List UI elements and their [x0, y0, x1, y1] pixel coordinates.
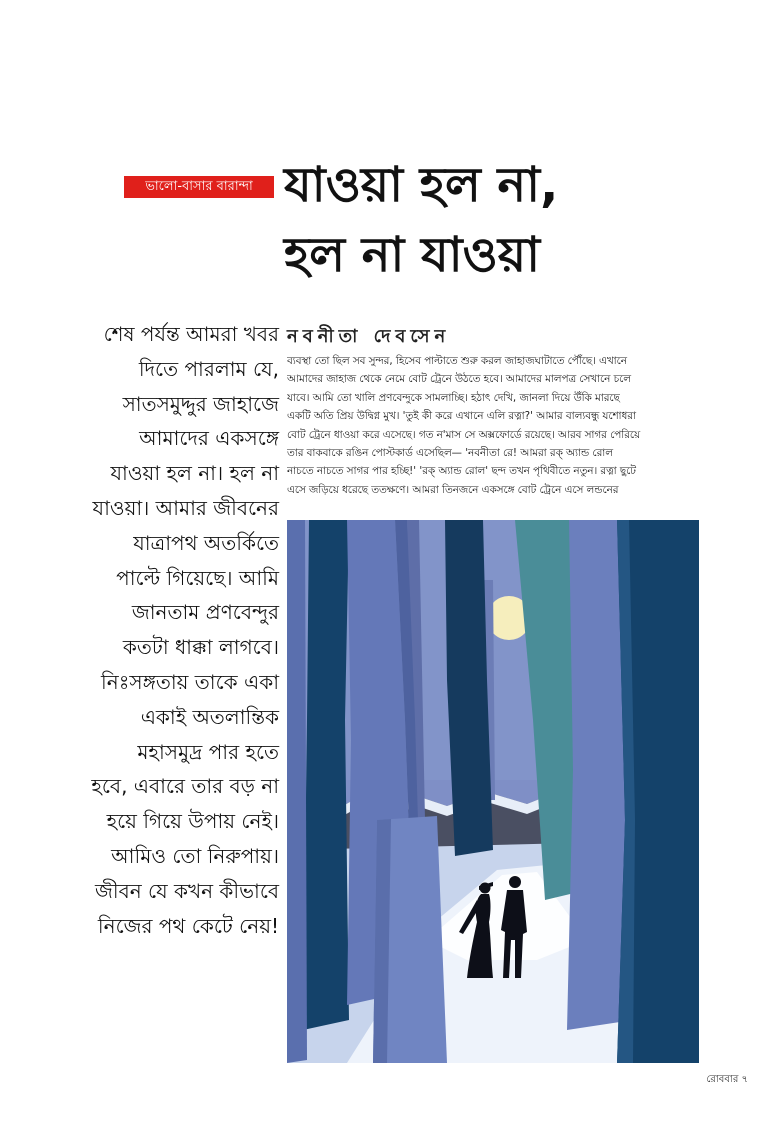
body-line: ব্যবস্থা তো ছিল সব সুন্দর, হিসেব পাল্টাতে শুরু করল জাহাজঘাটাতে পৌঁছে। এখানে	[287, 355, 627, 367]
intro-paragraph	[24, 317, 279, 943]
forest-illustration	[287, 520, 699, 1063]
intro-line: শেষ পর্যন্ত আমরা খবর	[103, 322, 279, 346]
intro-line: পাল্টে গিয়েছে। আমি	[116, 565, 279, 590]
tree-trunk	[287, 520, 307, 1063]
headline-line-1: যাওয়া হল না,	[284, 157, 559, 213]
intro-line: দিতে পারলাম যে,	[138, 356, 279, 381]
body-line: আমাদের জাহাজ থেকে নেমে বোট ট্রেনে উঠতে হবে। আমাদের মালপত্র সেখানে চলে	[287, 373, 631, 386]
body-line: বোট ট্রেনে ধাওয়া করে এসেছে। গত ন'মাস সে অক্সফোর্ডে রয়েছে। আরব সাগর পেরিয়ে	[287, 428, 641, 441]
intro-line: জানতাম প্রণবেন্দুর	[131, 600, 279, 625]
intro-line: আমাদের একসঙ্গে	[139, 426, 279, 451]
intro-line: কতটা ধাক্কা লাগবে।	[122, 635, 279, 660]
intro-line: নিজের পথ কেটে নেয়!	[97, 913, 279, 938]
intro-line: যাওয়া হল না। হল না	[110, 461, 279, 486]
body-line: তার বাকবাকে রঙিন পোস্টকার্ড এসেছিল— 'নবনীতা রে! আমরা রক্ অ্যান্ড রোল	[287, 447, 613, 460]
page-folio: রোববার ৭	[706, 1074, 748, 1085]
intro-line: নিঃসঙ্গতায় তাকে একা	[101, 669, 279, 694]
intro-line: যাওয়া। আমার জীবনের	[92, 495, 279, 520]
author-byline: নবনীতা দেবসেন	[287, 326, 451, 347]
body-line: এসে জড়িয়ে ধরেছে ততক্ষণে। আমরা তিনজনে একসঙ্গে বোট ট্রেনে এসে লন্ডনের	[287, 483, 619, 496]
tree-trunk	[303, 520, 349, 1030]
headline-line-2: হল না যাওয়া	[284, 227, 541, 283]
body-paragraph	[287, 352, 753, 499]
body-line: একটি অতি প্রিয় উদ্বিগ্ন মুখ। 'তুই কী করে এখানে এলি রত্না?' আমার বাল্যবন্ধু যশোধরা	[287, 410, 636, 423]
intro-line: একাই অতলান্তিক	[140, 704, 279, 729]
body-line: যাবে। আমি তো খালি প্রণবেন্দুকে সামলাচ্ছি। হঠাৎ দেখি, জানলা দিয়ে উঁকি মারছে	[287, 391, 620, 404]
intro-line: জীবন যে কখন কীভাবে	[94, 878, 279, 903]
headline	[284, 150, 754, 290]
section-tag: ভালো-বাসার বারান্দা	[124, 176, 274, 198]
intro-line: হবে, এবারে তার বড় না	[91, 774, 279, 799]
intro-line: হয়ে গিয়ে উপায় নেই।	[106, 809, 279, 834]
intro-line: যাত্রাপথ অতর্কিতে	[133, 530, 279, 555]
intro-line: মহাসমুদ্র পার হতে	[137, 739, 279, 764]
intro-line: আমিও তো নিরুপায়।	[111, 843, 279, 868]
intro-line: সাতসমুদ্দুর জাহাজে	[122, 391, 279, 416]
body-line: নাচতে নাচতে সাগর পার হচ্ছি!' 'রক্ অ্যান্ড রোল' ছন্দ তখন পৃথিবীতে নতুন। রত্না ছুটে	[287, 465, 636, 478]
